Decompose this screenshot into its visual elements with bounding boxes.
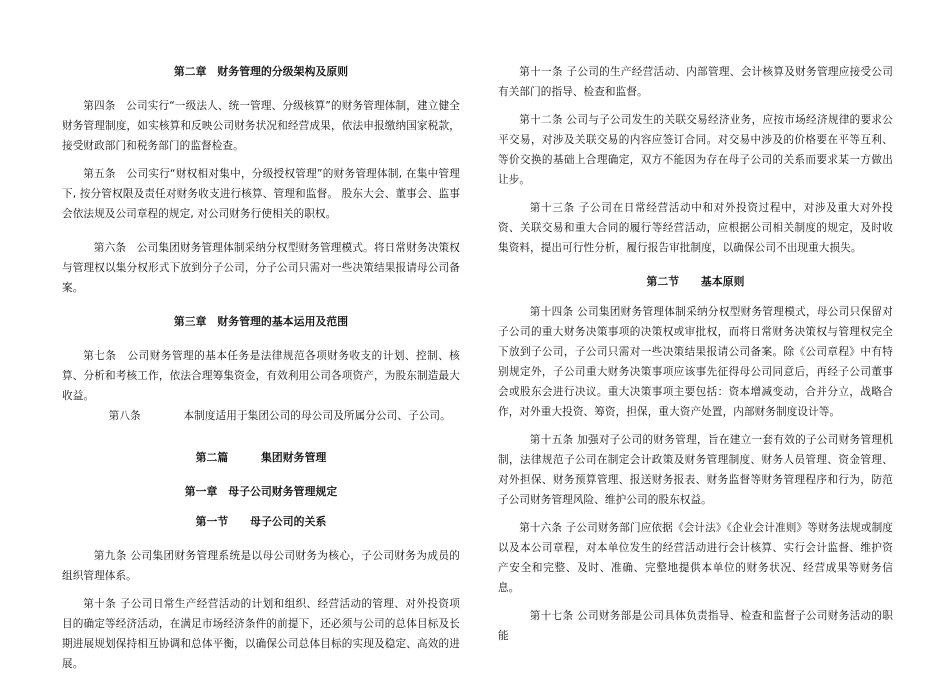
chapter-2-heading: 第二章 财务管理的分级架构及原则: [173, 65, 349, 78]
article-5: 第五条 公司实行“财权相对集中，分级授权管理”的财务管理体制, 在集中管理下, 按分管权限及责任对财务收支进行核算、管理和监督。 股东大会、董事会、监事会依法规及公司章程的规定, 对公司财务行使相关的职权。: [62, 168, 460, 220]
chapter-3-heading: 第三章 财务管理的基本运用及范围: [173, 315, 349, 328]
article-4: 第四条 公司实行“一级法人、统一管理、分级核算”的财务管理体制，建立健全财务管理制度，如实核算和反映公司财务状况和经营成果，依法申报缴纳国家税款，接受财政部门和税务部门的监督检查。: [62, 100, 460, 152]
left-column: [62, 62, 460, 674]
article-7: 第七条 公司财务管理的基本任务是法律规范各项财务收支的计划、控制、核算、分析和考核工作，依法合理筹集资金，有效利用公司各项资产，为股东制造最大收益。: [62, 350, 460, 402]
article-11: 第十一条 子公司的生产经营活动、内部管理、会计核算及财务管理应接受公司有关部门的指导、检查和监督。: [498, 66, 893, 98]
article-9: 第九条 公司集团财务管理系统是以母公司财务为核心，子公司财务为成员的组织管理体系。: [62, 550, 460, 582]
article-12: 第十二条 公司与子公司发生的关联交易经济业务，应按市场经济规律的要求公平交易，对涉及关联交易的内容应签订合同。对交易中涉及的价格要在平等互利、等价交换的基础上合理确定，双方不能因为存在母子公司的关系而要求某一方做出让步。: [498, 114, 893, 186]
article-8: 第八条 本制度适用于集团公司的母公司及所属分公司、子公司。: [108, 410, 451, 422]
section-1-heading: 第一节 母子公司的关系: [195, 515, 327, 528]
article-17: 第十七条 公司财务部是公司具体负责指导、检查和监督子公司财务活动的职能: [498, 610, 893, 642]
article-16: 第十六条 子公司财务部门应依据《会计法》《企业会计准则》等财务法规或制度以及本公司章程，对本单位发生的经营活动进行会计核算、实行会计监督、维护资产安全和完整、及时、准确、完整地提供本单位的财务状况、经营成果等财务信息。: [498, 522, 893, 594]
right-column: [498, 62, 893, 646]
article-13: 第十三条 子公司在日常经营活动中和对外投资过程中，对涉及重大对外投资、关联交易和重大合同的履行等经营活动，应根据公司相关制度的规定，及时收集资料，提出可行性分析，履行报告审批制度，以确保公司不出现重大损失。: [498, 202, 893, 254]
chapter-1-heading: 第一章 母子公司财务管理规定: [184, 485, 338, 498]
article-10: 第十条 子公司日常生产经营活动的计划和组织、经营活动的管理、对外投资项目的确定等经济活动，在满足市场经济条件的前提下，还必须与公司的总体目标及长期进展规划保持相互协调和总体平衡，以确保公司总体目标的实现及稳定、高效的进展。: [62, 598, 460, 670]
article-15: 第十五条 加强对子公司的财务管理，旨在建立一套有效的子公司财务管理机制，法律规范子公司在制定会计政策及财务管理制度、财务人员管理、资金管理、对外担保、财务预算管理、报送财务报表、财务监督等财务管理程序和行为，防范子公司财务管理风险、维护公司的股东权益。: [498, 434, 893, 506]
section-2-heading: 第二节 基本原则: [646, 275, 745, 288]
article-6: 第六条 公司集团财务管理体制采纳分权型财务管理模式。将日常财务决策权与管理权以集分权形式下放到分子公司，分子公司只需对一些决策结果报请母公司备案。: [62, 242, 460, 294]
part-2-heading: 第二篇 集团财务管理: [195, 451, 327, 464]
article-14: 第十四条 公司集团财务管理体制采纳分权型财务管理模式，母公司只保留对子公司的重大财务决策事项的决策权或审批权，而将日常财务决策权与管理权完全下放到子公司，子公司只需对一些决策结果报请公司备案。除《公司章程》中有特别规定外，子公司重大财务决策事项应该事先征得母公司同意后，再经子公司董事会或股东会进行决议。重大决策事项主要包括：资本增减变动，合并分立，战略合作，对外重大投资、筹资，担保，重大资产处置，内部财务制度设计等。: [498, 306, 893, 418]
